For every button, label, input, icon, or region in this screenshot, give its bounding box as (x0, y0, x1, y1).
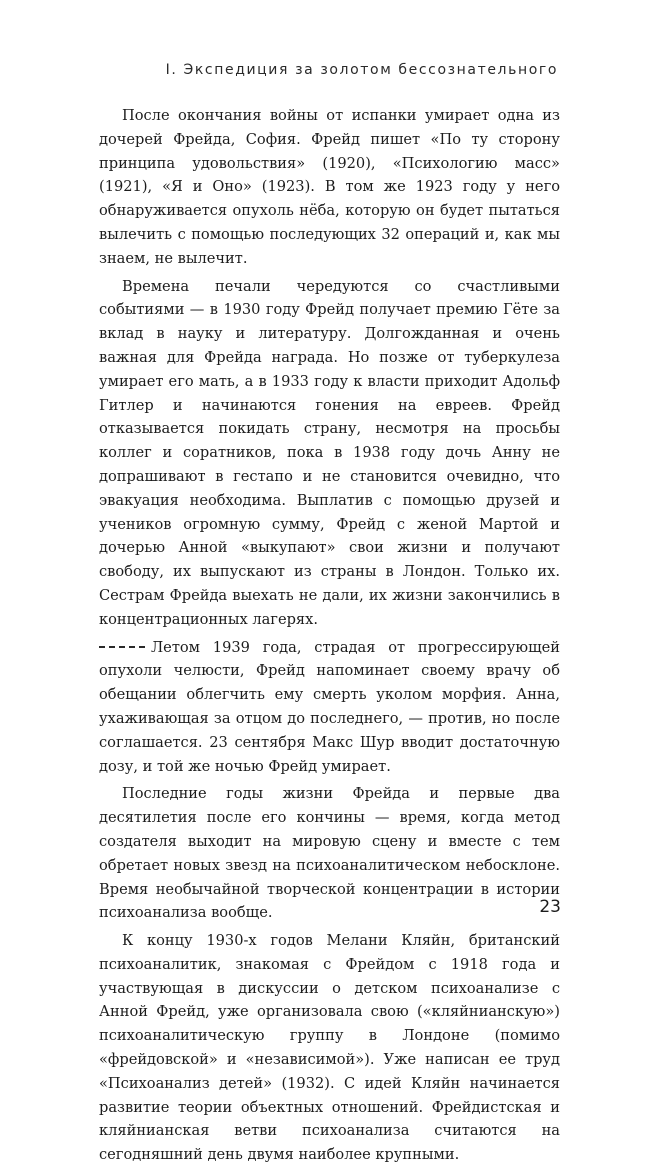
paragraph: Времена печали чередуются со счастливыми событиями — в 1930 году Фрейд получает премию Гёте за вклад в науку и литературу. Долгожданная и очень важная для Фрейда награда. Но позже от туберкулеза умирает его мать, а в 1933 году к власти приходит Адольф Гитлер и начинаются гонения на евреев. Фрейд отказывается покидать страну, несмотря на просьбы коллег и соратников, пока в 1938 году дочь Анну не допрашивают в гестапо и не становится очевидно, что эвакуация необходима. Выплатив с помощью друзей и учеников огромную сумму, Фрейд с женой Мартой и дочерью Анной «выкупают» свои жизни и получают свободу, их выпускают из страны в Лондон. Только их. Сестрам Фрейда выехать не дали, их жизни закончились в концентрационных лагерях. (99, 277, 560, 628)
page-number: 23 (539, 897, 561, 917)
paragraph-with-marker (99, 636, 560, 779)
paragraph: К концу 1930-х годов Мелани Кляйн, британский психоаналитик, знакомая с Фрейдом с 1918 года и участвующая в дискуссии о детском психоанализе с Анной Фрейд, уже организовала свою («кляйнианскую») психоаналитическую группу в Лондоне (помимо «фрейдовской» и «независимой»). Уже написан ее труд «Психоанализ детей» (1932). С идей Кляйн начинается развитие теории объектных отношений. Фрейдистская и кляйнианская ветви психоанализа считаются на сегодняшний день двумя наиболее крупными. (99, 932, 560, 1164)
dashed-marker (99, 646, 145, 648)
running-head: I. Экспедиция за золотом бессознательного (165, 62, 558, 78)
paragraph-text: Летом 1939 года, страдая от прогрессирующей опухоли челюсти, Фрейд напоминает своему врачу об обещании облегчить ему смерть уколом морфия. Анна, ухаживающая за отцом до последнего, — против, но после соглашается. 23 сентября Макс Шур вводит достаточную дозу, и той же ночью Фрейд умирает. (99, 638, 560, 775)
body-text (99, 104, 560, 1171)
paragraph: После окончания войны от испанки умирает одна из дочерей Фрейда, София. Фрейд пишет «По ту сторону принципа удовольствия» (1920), «Психологию масс» (1921), «Я и Оно» (1923). В том же 1923 году у него обнаруживается опухоль нёба, которую он будет пытаться вылечить с помощью последующих 32 операций и, как мы знаем, не вылечит. (99, 107, 560, 267)
paragraph: Последние годы жизни Фрейда и первые два десятилетия после его кончины — время, когда метод создателя выходит на мировую сцену и вместе с тем обретает новых звезд на психоаналитическом небосклоне. Время необычайной творческой концентрации в истории психоанализа вообще. (99, 785, 560, 922)
